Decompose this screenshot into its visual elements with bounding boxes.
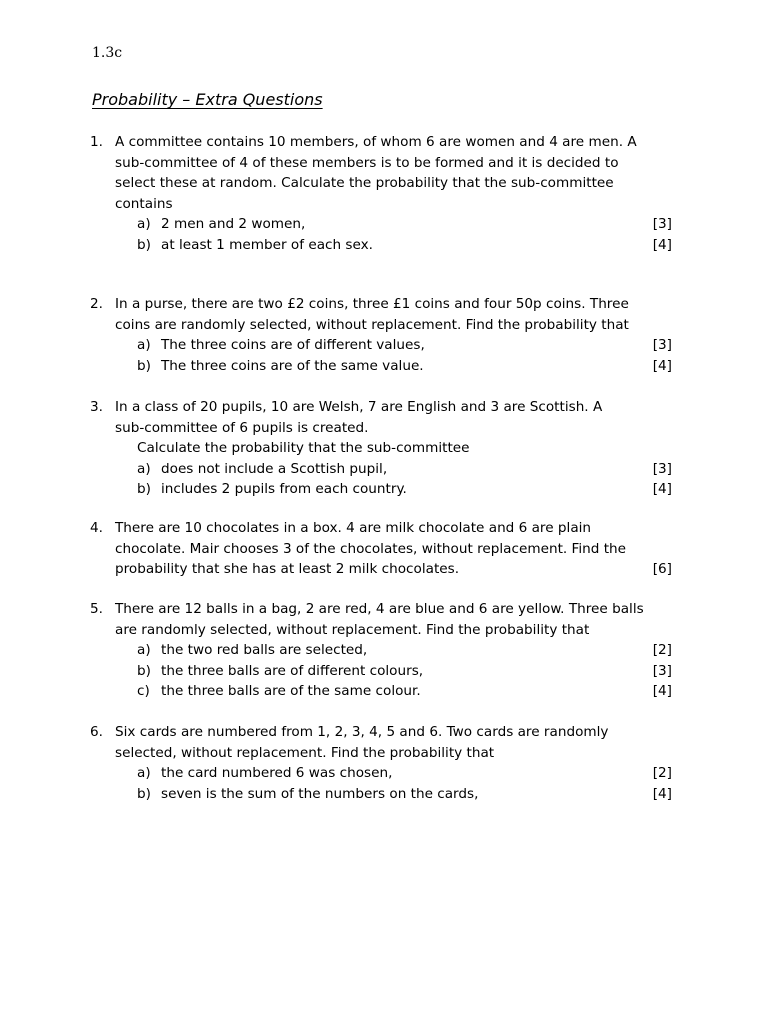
- question-part: [137, 479, 676, 500]
- part-text: seven is the sum of the numbers on the cards,: [161, 785, 479, 802]
- part-letter: a): [137, 765, 151, 781]
- marks-badge: [4]: [652, 785, 672, 802]
- question-6: [90, 722, 676, 804]
- marks-badge: [3]: [652, 216, 672, 232]
- question-part: [137, 784, 676, 805]
- question-number: 4.: [90, 520, 103, 536]
- question-line: There are 10 chocolates in a box. 4 are milk chocolate and 6 are plain: [115, 520, 592, 536]
- question-part: [137, 235, 676, 256]
- question-number: 5.: [90, 601, 103, 617]
- question-part: [137, 335, 676, 356]
- part-text: does not include a Scottish pupil,: [161, 460, 388, 477]
- marks-badge: [3]: [652, 337, 672, 353]
- question-line: In a purse, there are two £2 coins, three £1 coins and four 50p coins. Three: [115, 296, 629, 312]
- marks-badge: [4]: [652, 357, 672, 374]
- part-letter: c): [137, 683, 150, 699]
- question-last-line: [115, 559, 676, 580]
- part-letter: b): [137, 481, 151, 497]
- question-line: chocolate. Mair chooses 3 of the chocolates, without replacement. Find the: [115, 540, 627, 557]
- question-number: 2.: [90, 296, 103, 312]
- part-text: The three coins are of the same value.: [161, 357, 424, 374]
- marks-badge: [2]: [652, 642, 672, 658]
- part-letter: b): [137, 236, 151, 253]
- part-text: includes 2 pupils from each country.: [161, 481, 407, 497]
- question-4: [90, 518, 676, 580]
- question-line: select these at random. Calculate the probability that the sub-committee: [115, 175, 614, 191]
- page-title: Probability – Extra Questions: [92, 90, 323, 109]
- question-line: coins are randomly selected, without replacement. Find the probability that: [115, 316, 629, 333]
- question-line: contains: [115, 195, 173, 212]
- question-line: Calculate the probability that the sub-committee: [137, 440, 470, 456]
- question-line: selected, without replacement. Find the probability that: [115, 744, 495, 761]
- question-part: [137, 763, 676, 784]
- part-letter: b): [137, 662, 151, 679]
- part-text: 2 men and 2 women,: [161, 216, 306, 232]
- question-1: [90, 132, 676, 255]
- question-line: sub-committee of 4 of these members is to be formed and it is decided to: [115, 154, 619, 171]
- marks-badge: [3]: [652, 662, 672, 679]
- part-letter: a): [137, 337, 151, 353]
- question-5: [90, 599, 676, 702]
- question-number: 1.: [90, 134, 103, 150]
- marks-badge: [2]: [652, 765, 672, 781]
- marks-badge: [3]: [652, 460, 672, 477]
- part-text: the three balls are of the same colour.: [161, 683, 421, 699]
- question-line: sub-committee of 6 pupils is created.: [115, 419, 369, 436]
- question-line: A committee contains 10 members, of whom 6 are women and 4 are men. A: [115, 134, 637, 150]
- question-number: 6.: [90, 724, 103, 740]
- question-body: [115, 599, 676, 640]
- marks-badge: [4]: [652, 683, 672, 699]
- part-text: the card numbered 6 was chosen,: [161, 765, 393, 781]
- question-part: [137, 356, 676, 377]
- part-letter: a): [137, 216, 151, 232]
- question-part: [137, 214, 676, 235]
- part-letter: b): [137, 357, 151, 374]
- question-body: [115, 722, 676, 763]
- part-text: The three coins are of different values,: [161, 337, 425, 353]
- part-text: the two red balls are selected,: [161, 642, 368, 658]
- question-body: [115, 518, 676, 580]
- question-part: [137, 459, 676, 480]
- question-number: 3.: [90, 399, 103, 415]
- question-body: [115, 397, 676, 459]
- question-line: are randomly selected, without replacement. Find the probability that: [115, 621, 590, 638]
- question-part: [137, 681, 676, 702]
- part-letter: b): [137, 785, 151, 802]
- question-line: Six cards are numbered from 1, 2, 3, 4, 5 and 6. Two cards are randomly: [115, 724, 609, 740]
- question-body: [115, 294, 676, 335]
- question-2: [90, 294, 676, 376]
- marks-badge: [6]: [652, 561, 672, 577]
- marks-badge: [4]: [652, 236, 672, 253]
- document-code: 1.3c: [92, 45, 123, 61]
- part-text: the three balls are of different colours,: [161, 662, 424, 679]
- question-line: There are 12 balls in a bag, 2 are red, 4 are blue and 6 are yellow. Three balls: [115, 601, 644, 617]
- part-text: at least 1 member of each sex.: [161, 236, 374, 253]
- question-line: probability that she has at least 2 milk chocolates.: [115, 561, 460, 577]
- question-body: [115, 132, 676, 214]
- marks-badge: [4]: [652, 481, 672, 497]
- question-3: [90, 397, 676, 500]
- part-letter: a): [137, 460, 151, 477]
- question-part: [137, 661, 676, 682]
- question-part: [137, 640, 676, 661]
- question-line: In a class of 20 pupils, 10 are Welsh, 7 are English and 3 are Scottish. A: [115, 399, 603, 415]
- part-letter: a): [137, 642, 151, 658]
